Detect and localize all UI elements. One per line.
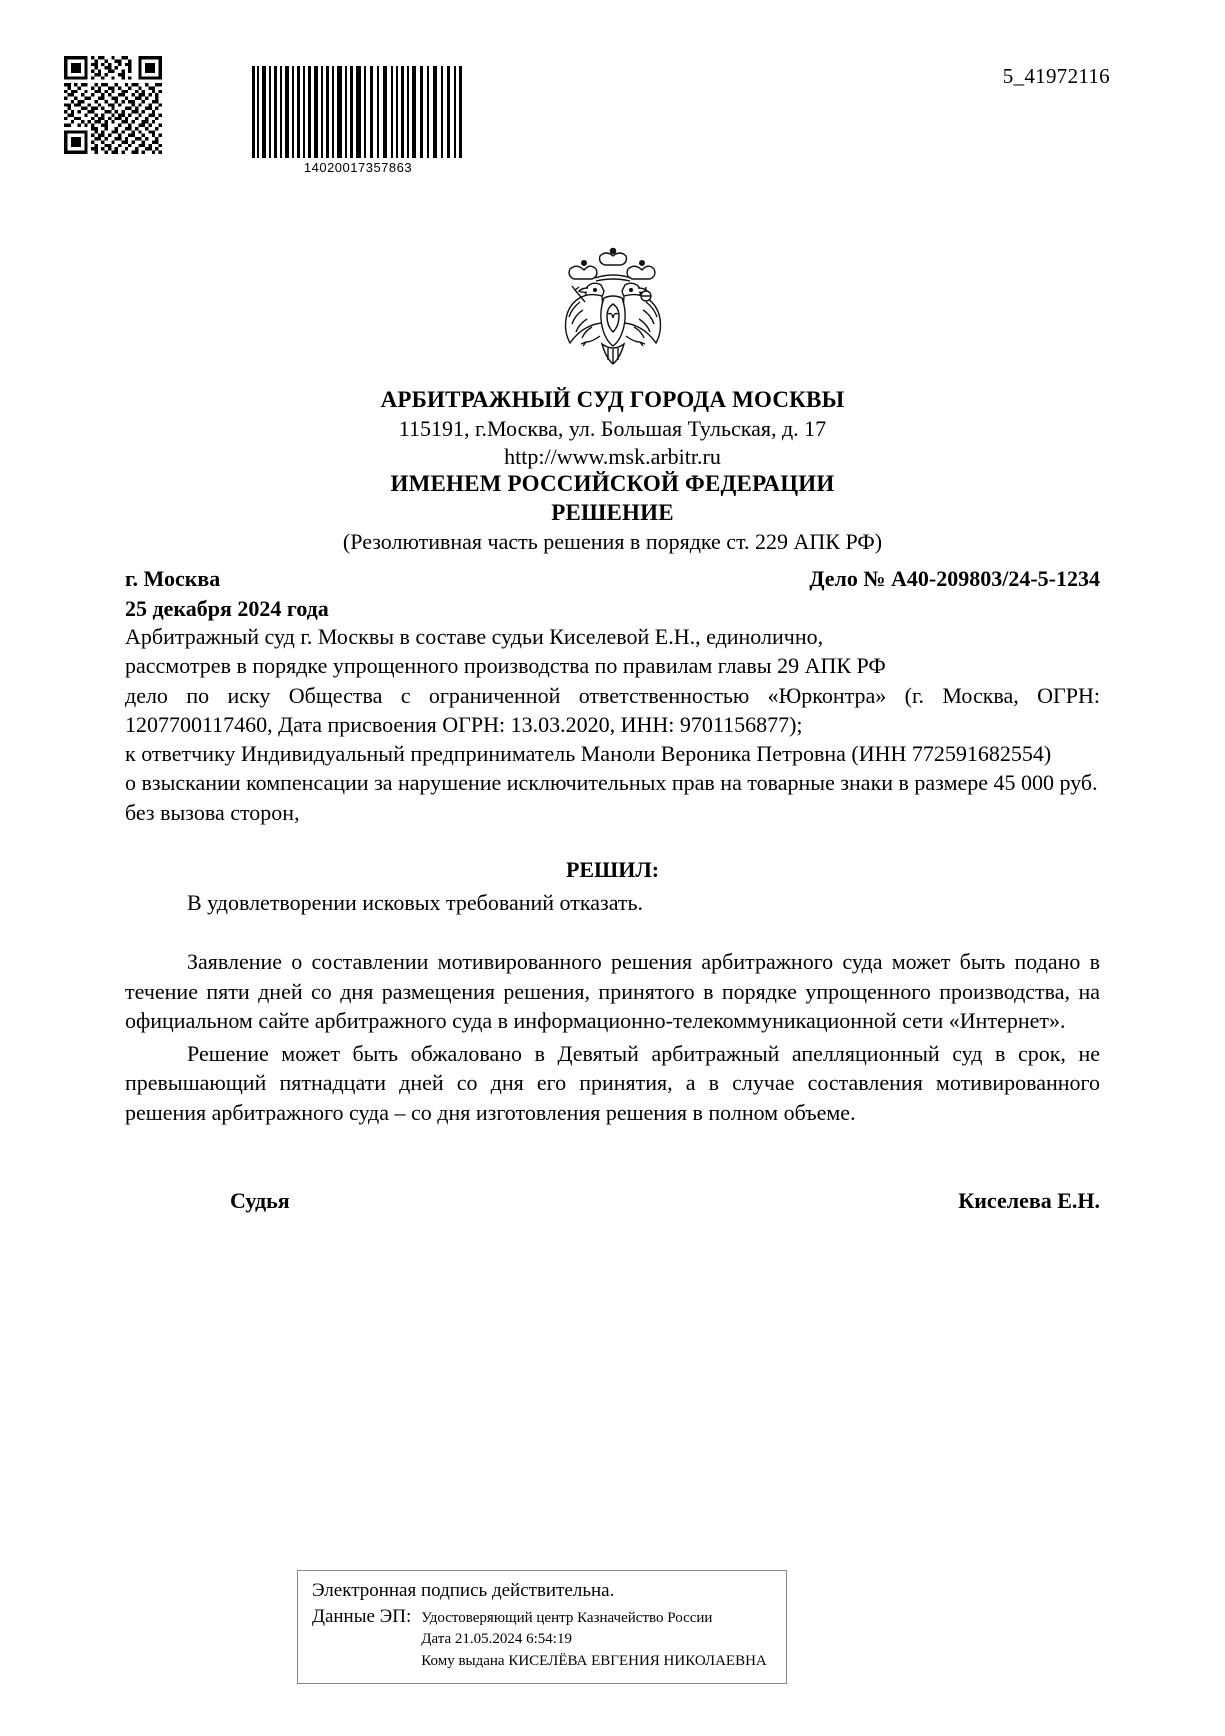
esignature-data-row bbox=[312, 1606, 776, 1673]
case-number: Дело № А40-209803/24-5-1234 bbox=[809, 566, 1100, 591]
barcode-icon bbox=[252, 66, 464, 158]
resolved-heading: РЕШИЛ: bbox=[565, 856, 660, 882]
motivated-decision-paragraph: Заявление о составлении мотивированного решения арбитражного суда может быть подано в течение пяти дней со дня размещения решения, принятого в порядке упрощенного производства, на официальном сайте арбитражного суда в информационно-телекоммуникационной сети «Интернет». bbox=[125, 949, 1100, 1033]
city-and-case-row bbox=[125, 566, 1100, 592]
court-website[interactable]: http://www.msk.arbitr.ru bbox=[504, 443, 721, 469]
russian-coat-of-arms-icon bbox=[0, 240, 1225, 395]
appeal-paragraph: Решение может быть обжаловано в Девятый арбитражный апелляционный суд в срок, не превышающий пятнадцати дней со дня его принятия, а в случае составления мотивированного решения арбитражного суда – со дня изготовления решения в полном объеме. bbox=[125, 1041, 1100, 1125]
esignature-authority: Удостоверяющий центр Казначейство России bbox=[421, 1609, 713, 1626]
resolution-text: В удовлетворении исковых требований отказать. bbox=[187, 890, 644, 915]
esignature-data-label: Данные ЭП: bbox=[312, 1605, 412, 1627]
city: г. Москва bbox=[125, 566, 221, 591]
court-address: 115191, г.Москва, ул. Большая Тульская, д. 17 bbox=[398, 415, 827, 441]
defendant-info: к ответчику Индивидуальный предприниматель Маноли Вероника Петровна (ИНН 772591682554) bbox=[125, 741, 1052, 766]
esignature-valid-text: Электронная подпись действительна. bbox=[312, 1580, 615, 1601]
without-parties-note: без вызова сторон, bbox=[125, 799, 300, 825]
electronic-signature-box bbox=[297, 1570, 787, 1684]
decision-body bbox=[125, 622, 1100, 1127]
qr-code-icon bbox=[64, 56, 162, 154]
decision-heading: РЕШЕНИЕ bbox=[551, 500, 674, 526]
judge-role-label: Судья bbox=[230, 1188, 290, 1213]
plaintiff-info: дело по иску Общества с ограниченной ответственностью «Юрконтра» (г. Москва, ОГРН: 1207700117460, Дата присвоения ОГРН: 13.03.2020, ИНН: 9701156877); bbox=[125, 682, 1100, 737]
in-name-of-federation: ИМЕНЕМ РОССИЙСКОЙ ФЕДЕРАЦИИ bbox=[390, 471, 835, 497]
judge-name: Киселева Е.Н. bbox=[958, 1188, 1100, 1213]
resolutive-part-note: (Резолютивная часть решения в порядке ст. 229 АПК РФ) bbox=[342, 529, 883, 555]
document-code: 5_41972116 bbox=[1002, 64, 1110, 88]
decision-date: 25 декабря 2024 года bbox=[125, 596, 329, 621]
signature-row bbox=[125, 1188, 1100, 1214]
procedure-line: рассмотрев в порядке упрощенного производства по правилам главы 29 АПК РФ bbox=[125, 653, 886, 679]
esignature-date: Дата 21.05.2024 6:54:19 bbox=[421, 1631, 572, 1648]
document-codes-row bbox=[0, 48, 1225, 193]
barcode bbox=[252, 66, 464, 175]
claim-subject: о взыскании компенсации за нарушение исключительных прав на товарные знаки в размере 45 000 руб. bbox=[125, 770, 1098, 796]
esignature-details bbox=[421, 1608, 767, 1673]
case-meta bbox=[125, 566, 1100, 622]
esignature-issued-to: Кому выдана КИСЕЛЁВА ЕВГЕНИЯ НИКОЛАЕВНА bbox=[421, 1653, 767, 1670]
barcode-number: 14020017357863 bbox=[303, 160, 413, 175]
court-composition: Арбитражный суд г. Москвы в составе судьи Киселевой Е.Н., единолично, bbox=[125, 624, 824, 649]
court-header bbox=[0, 386, 1225, 556]
court-name: АРБИТРАЖНЫЙ СУД ГОРОДА МОСКВЫ bbox=[380, 387, 845, 412]
